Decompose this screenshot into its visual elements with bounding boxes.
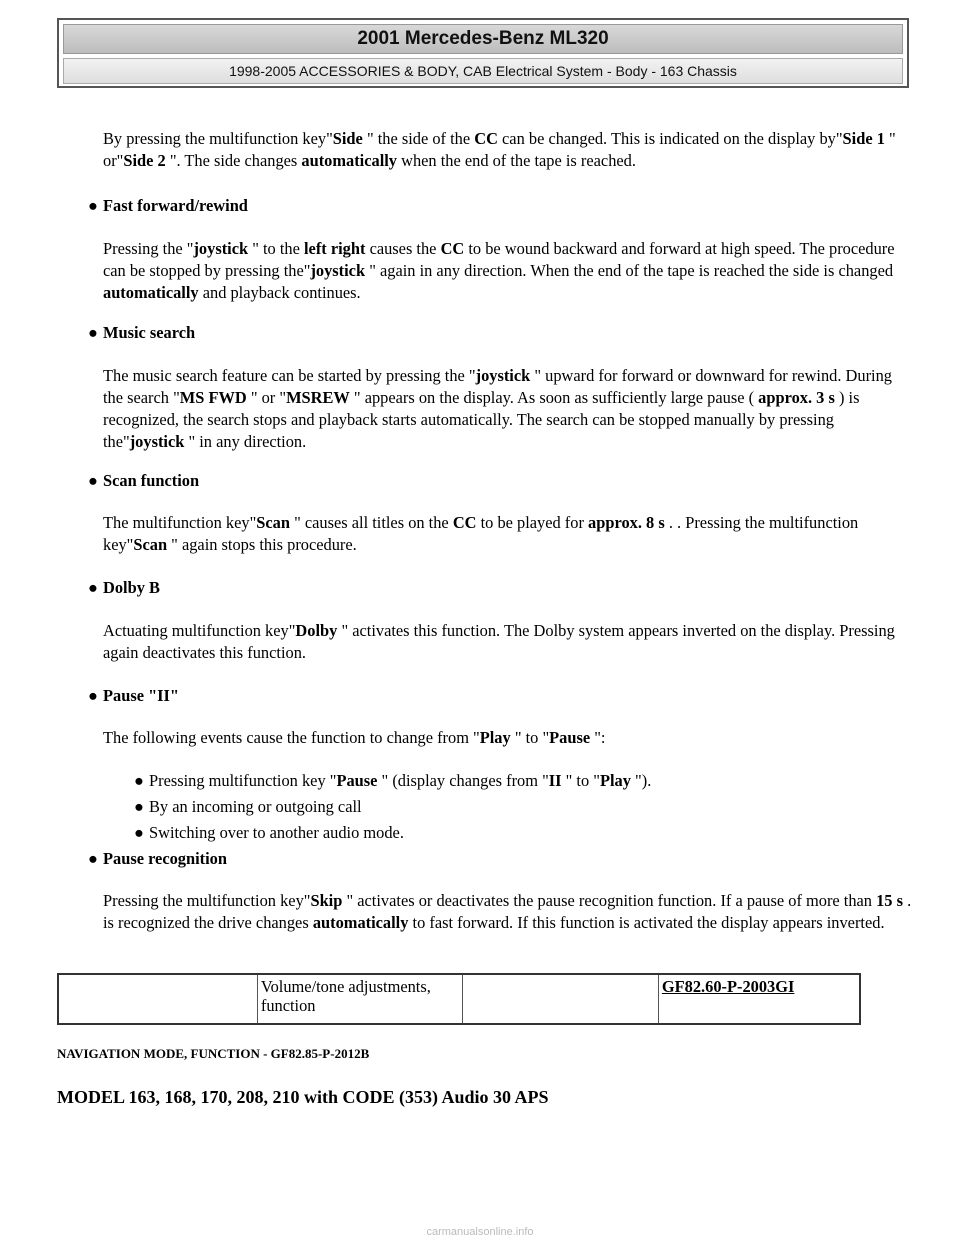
section-heading-pause-recognition: ● Pause recognition xyxy=(88,849,227,868)
header-title: 2001 Mercedes-Benz ML320 xyxy=(63,24,903,54)
fast-forward-paragraph: Pressing the "joystick " to the left right causes the CC to be wound backward and forward at high speed. The procedure can be stopped by pressing the"joystick " again in any direction. When the end of the tape is reached the side is changed automatically and playback continues. xyxy=(103,239,895,302)
bullet-icon: ● xyxy=(88,849,98,868)
table-row xyxy=(58,974,860,1024)
header-subtitle: 1998-2005 ACCESSORIES & BODY, CAB Electrical System - Body - 163 Chassis xyxy=(63,58,903,84)
table-cell-link xyxy=(658,974,860,1024)
section-heading-pause: ● Pause "II" xyxy=(88,686,180,705)
pause-recognition-paragraph: Pressing the multifunction key"Skip " activates or deactivates the pause recognition function. If a pause of more than 15 s . is recognized the drive changes automatically to fast forward. If this function is activated the display appears inverted. xyxy=(103,891,912,932)
watermark: carmanualsonline.info xyxy=(426,1226,534,1238)
bullet-icon: ● xyxy=(134,771,144,790)
bullet-icon: ● xyxy=(88,196,98,215)
bullet-icon: ● xyxy=(88,323,98,342)
scan-paragraph: The multifunction key"Scan " causes all titles on the CC to be played for approx. 8 s . . Pressing the multifunction key"Scan " again stops this procedure. xyxy=(103,513,859,554)
bullet-icon: ● xyxy=(88,686,98,705)
model-heading: MODEL 163, 168, 170, 208, 210 with CODE (353) Audio 30 APS xyxy=(57,1087,549,1107)
section-heading-fast-forward: ● Fast forward/rewind xyxy=(88,196,248,215)
section-heading-scan: ● Scan function xyxy=(88,471,200,490)
pause-paragraph: The following events cause the function to change from "Play " to "Pause ": xyxy=(103,728,606,747)
pause-list-item: ● By an incoming or outgoing call xyxy=(134,797,362,816)
reference-table xyxy=(57,973,861,1025)
bullet-icon: ● xyxy=(88,578,98,597)
pause-list-item: ● Pressing multifunction key "Pause " (display changes from "II " to "Play "). xyxy=(134,771,652,790)
section-heading-dolby: ● Dolby B xyxy=(88,578,160,597)
bullet-icon: ● xyxy=(88,471,98,490)
table-cell-empty xyxy=(462,974,658,1024)
intro-paragraph: By pressing the multifunction key"Side " the side of the CC can be changed. This is indicated on the display by"Side 1 " or"Side 2 ". The side changes automatically when the end of the tape is reached. xyxy=(103,129,896,170)
bullet-icon: ● xyxy=(134,797,144,816)
table-cell-label: Volume/tone adjustments, function xyxy=(257,974,462,1024)
section-heading-music-search: ● Music search xyxy=(88,323,196,342)
reference-link[interactable]: GF82.60-P-2003GI xyxy=(661,977,795,996)
table-cell-empty xyxy=(58,974,257,1024)
page-header xyxy=(57,18,909,88)
music-search-paragraph: The music search feature can be started by pressing the "joystick " upward for forward or downward for rewind. During the search "MS FWD " or "MSREW " appears on the display. As soon as sufficiently large pause ( approx. 3 s ) is recognized, the search stops and playback starts automatically. The search can be stopped manually by pressing the"joystick " in any direction. xyxy=(103,366,892,451)
bullet-icon: ● xyxy=(134,823,144,842)
pause-list-item: ● Switching over to another audio mode. xyxy=(134,823,404,842)
dolby-paragraph: Actuating multifunction key"Dolby " activates this function. The Dolby system appears inverted on the display. Pressing again deactivates this function. xyxy=(103,621,895,662)
navigation-mode-heading: NAVIGATION MODE, FUNCTION - GF82.85-P-2012B xyxy=(57,1046,370,1061)
